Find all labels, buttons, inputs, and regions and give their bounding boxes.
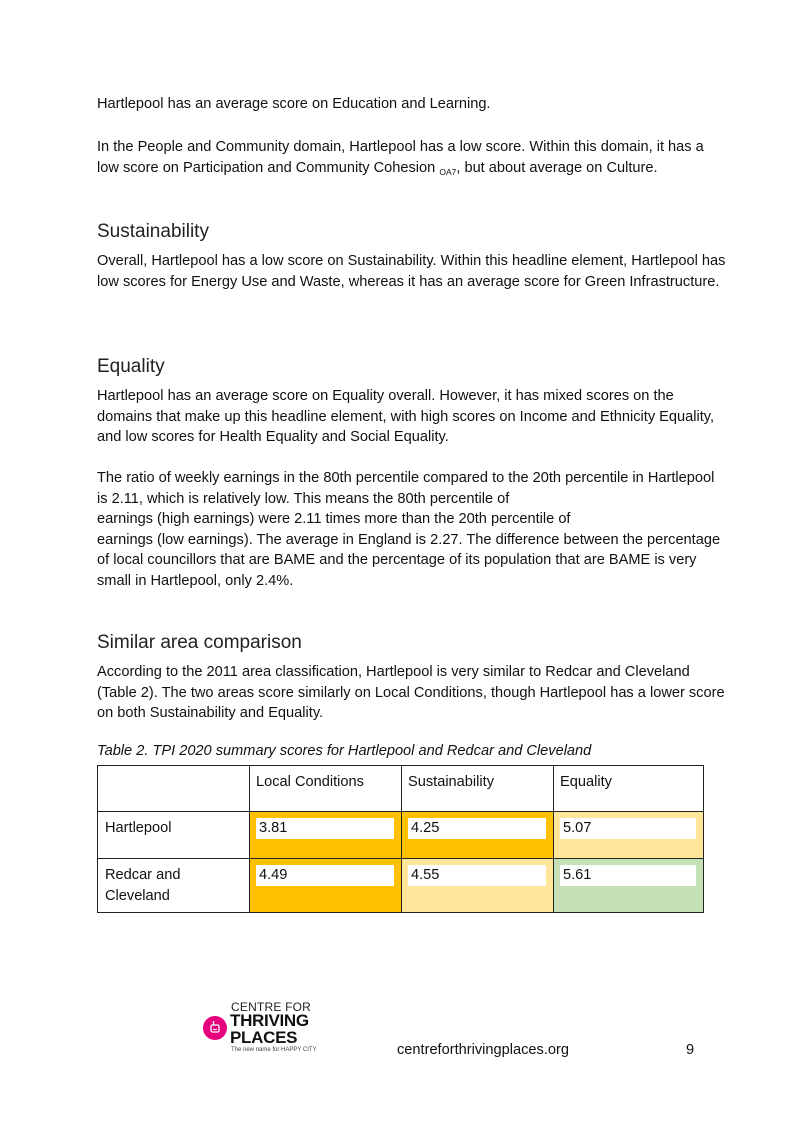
equality-paragraph-1: Hartlepool has an average score on Equality overall. However, it has mixed scores on the domains that make up this headline element, with high scores on Income and Ethnicity Equality, and low scores for Health Equality and Social Equality. [97, 388, 715, 445]
sustainability-heading: Sustainability [97, 221, 209, 242]
table-header-row [98, 766, 704, 812]
people-community-paragraph: In the People and Community domain, Hartlepool has a low score. Within this domain, it has a low score on Participation and Community Cohesion $_{OA7}$, but about average on Culture. [97, 139, 704, 177]
score-cell [402, 859, 554, 913]
row-label: Hartlepool [98, 812, 250, 859]
score-value: 5.61 [560, 865, 696, 886]
table-row [98, 812, 704, 859]
centre-for-thriving-places-logo [203, 1000, 343, 1060]
sustainability-paragraph: Overall, Hartlepool has a low score on Sustainability. Within this headline element, Hartlepool has low scores for Energy Use and Waste, whereas it has an average score for Green Infrastructure. [97, 253, 726, 290]
score-cell [250, 859, 402, 913]
row-label: Redcar and Cleveland [98, 859, 250, 913]
summary-scores-table [97, 765, 704, 913]
logo-text-thriving: THRIVING [230, 1011, 309, 1030]
table-header-cell: Sustainability [402, 766, 554, 812]
score-value: 5.07 [560, 818, 696, 839]
education-paragraph: Hartlepool has an average score on Education and Learning. [97, 96, 491, 112]
logo-hand-icon [203, 1016, 227, 1040]
score-value: 4.25 [408, 818, 546, 839]
equality-heading: Equality [97, 356, 165, 377]
table-header-cell: Equality [554, 766, 704, 812]
similar-area-paragraph: According to the 2011 area classification, Hartlepool is very similar to Redcar and Cleveland (Table 2). The two areas score similarly on Local Conditions, though Hartlepool has a lower score on both Sustainability and Equality. [97, 664, 725, 721]
source-subscript: OA7 [439, 166, 457, 177]
logo-text-places: PLACES [230, 1028, 298, 1047]
score-cell [402, 812, 554, 859]
table-caption: Table 2. TPI 2020 summary scores for Hartlepool and Redcar and Cleveland [97, 743, 592, 759]
page-number: 9 [686, 1042, 695, 1058]
table-header-cell [98, 766, 250, 812]
table-header-cell: Local Conditions [250, 766, 402, 812]
score-cell [554, 812, 704, 859]
footer-url: centreforthrivingplaces.org [397, 1042, 569, 1058]
score-value: 4.49 [256, 865, 394, 886]
logo-text-top: CENTRE FOR [231, 1000, 311, 1014]
score-value: 3.81 [256, 818, 394, 839]
logo-tagline: The new name for HAPPY CITY [231, 1047, 317, 1053]
score-cell [554, 859, 704, 913]
similar-area-heading: Similar area comparison [97, 632, 302, 653]
score-value: 4.55 [408, 865, 546, 886]
table-row [98, 859, 704, 913]
score-cell [250, 812, 402, 859]
equality-paragraph-2: The ratio of weekly earnings in the 80th percentile compared to the 20th percentile in Hartlepool is 2.11, which is relatively low. This means the 80th percentile of earnings (high earnings) were 2.11 times more than the 20th percentile of earnings (low earnings). The average in England is 2.27. The difference between the percentage of local councillors that are BAME and the percentage of its population that are BAME is very small in Hartlepool, only 2.4%. [97, 470, 721, 589]
